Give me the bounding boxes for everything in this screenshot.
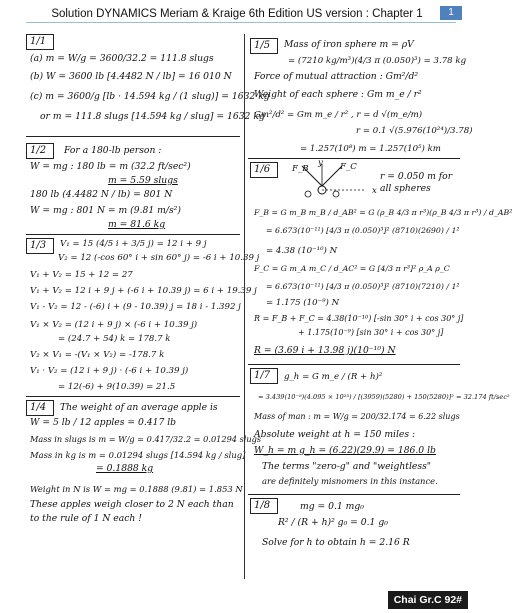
solution-line: are definitely misnomers in this instance. [262,476,438,486]
divider [26,234,240,235]
solution-line: = 3.439(10⁻⁸)(4.095 × 10²³) / [(3959)(5280) + 150(5280)]² = 32.174 ft/sec² [258,393,510,401]
solution-line: all spheres [380,183,431,194]
solution-line: Mass in slugs is m = W/g = 0.417/32.2 = 0.01294 slugs [30,434,262,444]
solution-line: r = 0.1 √(5.976(10²⁴)/3.78) [356,126,473,136]
solution-line: = 6.673(10⁻¹¹) [4/3 π (0.050)³]² (8710)(2690) / 1² [266,226,460,235]
problem-id: 1/8 [254,500,271,511]
problem-label-1-7 [250,368,278,384]
solution-line: mg = 0.1 mg₀ [300,501,364,512]
solution-line: r = 0.050 m for [380,171,453,182]
solution-line: R² / (R + h)² g₀ = 0.1 g₀ [278,517,388,528]
problem-label-1-5 [250,38,278,54]
solution-line: Absolute weight at h = 150 miles : [254,429,416,440]
diagram-label-y: y [318,158,323,168]
solution-line: = (7210 kg/m³)(4/3 π (0.050)³) = 3.78 kg [288,56,467,66]
problem-id: 1/4 [30,402,47,413]
solution-line: = (24.7 + 54) k = 178.7 k [58,334,171,344]
solution-line: V₂ = 12 (-cos 60° i + sin 60° j) = -6 i + 10.39 j [58,253,260,263]
solution-line: Mass of iron sphere m = ρV [284,39,414,50]
solution-line: g_h = G m_e / (R + h)² [284,372,383,382]
solution-line: m = 5.59 slugs [108,175,178,186]
solution-line: These apples weigh closer to 2 N each than [30,499,234,510]
solution-line: (b) W = 3600 lb [4.4482 N / lb] = 16 010 N [30,71,232,82]
solution-line: V₂ × V₁ = -(V₁ × V₂) = -178.7 k [30,350,165,360]
solution-line: 180 lb (4.4482 N / lb) = 801 N [30,189,173,200]
solution-line: to the rule of 1 N each ! [30,513,142,524]
problem-label-1-6 [250,162,278,178]
solution-line: W_h = m g_h = (6.22)(29.9) = 186.0 lb [254,445,436,456]
solution-line: Solve for h to obtain h = 2.16 R [262,537,410,548]
solution-line: Gm²/d² = Gm m_e / r² , r = d √(m_e/m) [254,110,423,120]
solution-line: For a 180-lb person : [64,145,162,156]
divider [26,136,240,137]
solution-line: V₁ - V₂ = 12 - (-6) i + (9 - 10.39) j = 18 i - 1.392 j [30,302,241,312]
solution-line: Weight in N is W = mg = 0.1888 (9.81) = 1.853 N [30,484,243,494]
problem-label-1-3 [26,238,54,254]
problem-id: 1/6 [254,164,271,175]
solution-line: F_B = G m_B m_B / d_AB² = G (ρ_B 4/3 π r³)(ρ_B 4/3 π r³) / d_AB² [254,208,512,217]
solution-line: (a) m = W/g = 3600/32.2 = 111.8 slugs [30,53,214,64]
diagram-label-fb: F_B [292,164,309,174]
divider [248,364,460,365]
problem-id: 1/5 [254,40,271,51]
diagram-label-fc: F_C [340,162,357,172]
solution-line: F_C = G m_A m_C / d_AC² = G [4/3 π r³]² ρ_A ρ_C [254,264,450,273]
header-rule [26,22,456,23]
solution-line: = 4.38 (10⁻¹⁰) N [266,246,338,256]
solution-line: W = mg : 801 N = m (9.81 m/s²) [30,205,181,216]
solution-line: V₁ × V₂ = (12 i + 9 j) × (-6 i + 10.39 j) [30,320,198,330]
solution-line: W = 5 lb / 12 apples = 0.417 lb [30,417,177,428]
problem-id: 1/2 [30,145,47,156]
solution-line: or m = 111.8 slugs [14.594 kg / slug] = 1632 kg [40,111,265,122]
page-header-title: Solution DYNAMICS Meriam & Kraige 6th Edition US version : Chapter 1 [51,8,423,20]
column-divider [244,34,245,579]
solution-line: = 6.673(10⁻¹¹) [4/3 π (0.050)³]² (8710)(7210) / 1² [266,282,460,291]
solution-line: = 1.257(10⁸) m = 1.257(10⁵) km [300,144,441,154]
divider [26,396,240,397]
solution-line: + 1.175(10⁻⁹) [sin 30° i + cos 30° j] [298,328,444,337]
solution-line: Mass of man : m = W/g = 200/32.174 = 6.22 slugs [254,412,460,421]
problem-id: 1/1 [30,36,47,47]
problem-label-1-8 [250,498,278,514]
solution-line: = 0.1888 kg [96,463,154,474]
diagram-label-x: x [372,186,377,196]
solution-line: = 1.175 (10⁻⁹) N [266,298,340,308]
solution-line: V₁ + V₂ = 12 i + 9 j + (-6 i + 10.39 j) = 6 i + 19.39 j [30,286,257,296]
solution-line: = 12(-6) + 9(10.39) = 21.5 [58,382,176,392]
divider [248,494,460,495]
solution-line: (c) m = 3600/g [lb · 14.594 kg / (1 slug)] = 1632 kg [30,91,270,102]
page-number-badge: 1 [440,6,462,20]
solution-line: V₁ + V₂ = 15 + 12 = 27 [30,270,133,280]
solution-line: The terms "zero-g" and "weightless" [262,461,432,472]
solution-line: m = 81.6 kg [108,219,166,230]
problem-label-1-1 [26,34,54,50]
problem-id: 1/3 [30,240,47,251]
problem-label-1-4 [26,400,54,416]
solution-line: The weight of an average apple is [60,402,218,413]
solution-line: V₁ = 15 (4/5 i + 3/5 j) = 12 i + 9 j [60,239,207,249]
solution-line: Force of mutual attraction : Gm²/d² [254,71,419,82]
solution-line: Mass in kg is m = 0.01294 slugs [14.594 kg / slug] [30,450,246,460]
solution-line: Weight of each sphere : Gm m_e / r² [254,89,422,100]
divider [248,158,460,159]
author-badge: Chai Gr.C 92# [388,591,468,609]
solution-line: R = (3.69 i + 13.98 j)(10⁻¹⁰) N [254,345,396,356]
problem-label-1-2 [26,143,54,159]
solution-line: V₁ · V₂ = (12 i + 9 j) · (-6 i + 10.39 j) [30,366,189,376]
problem-id: 1/7 [254,370,271,381]
solution-line: W = mg : 180 lb = m (32.2 ft/sec²) [30,161,191,172]
solution-line: R = F_B + F_C = 4.38(10⁻¹⁰) [-sin 30° i + cos 30° j] [254,314,464,323]
